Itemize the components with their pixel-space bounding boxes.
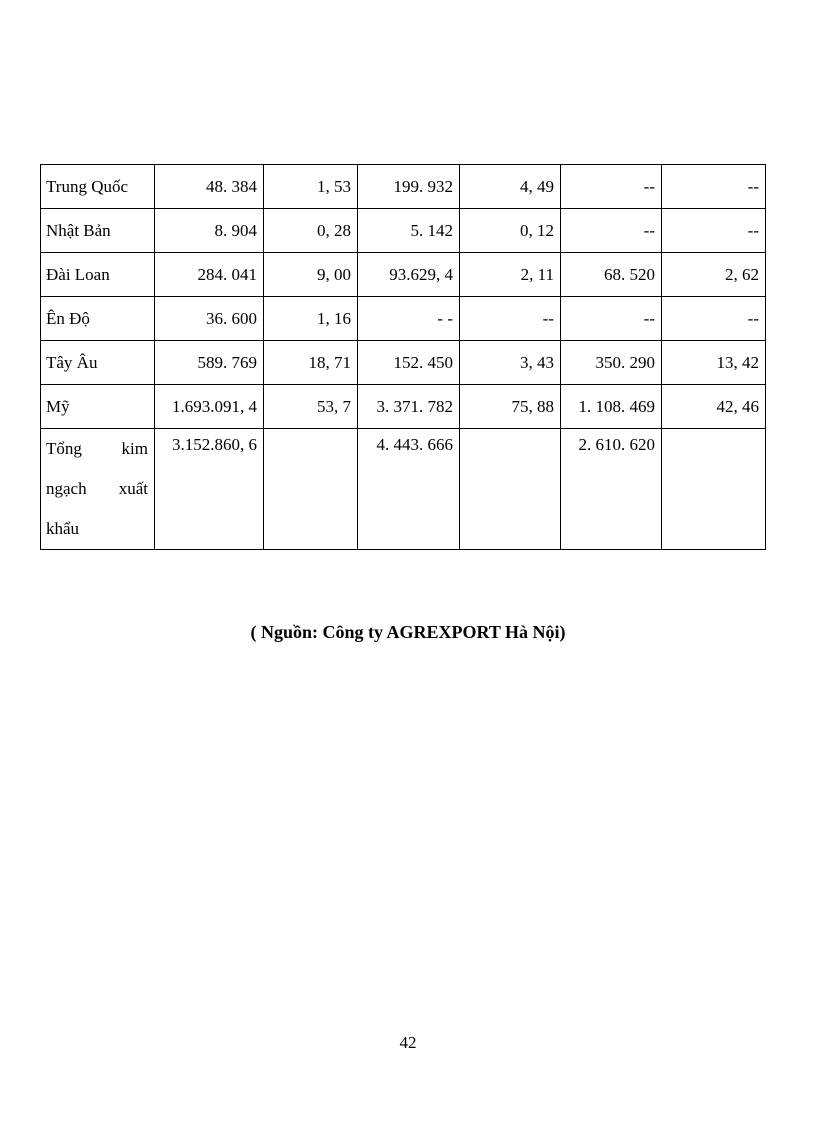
percent-cell: 4, 49 xyxy=(460,165,561,209)
percent-cell: 1, 16 xyxy=(264,297,358,341)
total-value-cell: 4. 443. 666 xyxy=(358,429,460,550)
empty-cell xyxy=(460,429,561,550)
table-row xyxy=(41,385,766,429)
value-cell: 199. 932 xyxy=(358,165,460,209)
value-cell: 1. 108. 469 xyxy=(561,385,662,429)
percent-cell: 1, 53 xyxy=(264,165,358,209)
value-cell: - - xyxy=(358,297,460,341)
total-label-cell: Tổng kim ngạch xuất khẩu xyxy=(41,429,155,550)
value-cell: 5. 142 xyxy=(358,209,460,253)
country-cell: Ên Độ xyxy=(41,297,155,341)
total-value-cell: 2. 610. 620 xyxy=(561,429,662,550)
value-cell: 48. 384 xyxy=(155,165,264,209)
value-cell: -- xyxy=(561,165,662,209)
percent-cell: 53, 7 xyxy=(264,385,358,429)
country-cell: Nhật Bản xyxy=(41,209,155,253)
value-cell: 350. 290 xyxy=(561,341,662,385)
percent-cell: 42, 46 xyxy=(662,385,766,429)
value-cell: 8. 904 xyxy=(155,209,264,253)
page-number: 42 xyxy=(399,1033,417,1052)
value-cell: 589. 769 xyxy=(155,341,264,385)
percent-cell: 2, 62 xyxy=(662,253,766,297)
percent-cell: -- xyxy=(662,165,766,209)
percent-cell: 0, 12 xyxy=(460,209,561,253)
country-cell: Mỹ xyxy=(41,385,155,429)
total-value-cell: 3.152.860, 6 xyxy=(155,429,264,550)
percent-cell: 75, 88 xyxy=(460,385,561,429)
value-cell: -- xyxy=(561,297,662,341)
export-turnover-table xyxy=(40,164,766,550)
table-row xyxy=(41,253,766,297)
value-cell: 36. 600 xyxy=(155,297,264,341)
value-cell: 284. 041 xyxy=(155,253,264,297)
percent-cell: -- xyxy=(662,297,766,341)
source-note: ( Nguồn: Công ty AGREXPORT Hà Nội) xyxy=(250,622,566,642)
country-cell: Đài Loan xyxy=(41,253,155,297)
percent-cell: 9, 00 xyxy=(264,253,358,297)
percent-cell: 18, 71 xyxy=(264,341,358,385)
percent-cell: -- xyxy=(460,297,561,341)
empty-cell xyxy=(662,429,766,550)
percent-cell: 2, 11 xyxy=(460,253,561,297)
percent-cell: 0, 28 xyxy=(264,209,358,253)
percent-cell: -- xyxy=(662,209,766,253)
value-cell: 3. 371. 782 xyxy=(358,385,460,429)
total-row xyxy=(41,429,766,550)
value-cell: 68. 520 xyxy=(561,253,662,297)
table-row xyxy=(41,297,766,341)
country-cell: Tây Âu xyxy=(41,341,155,385)
table-row xyxy=(41,209,766,253)
percent-cell: 3, 43 xyxy=(460,341,561,385)
value-cell: 1.693.091, 4 xyxy=(155,385,264,429)
value-cell: -- xyxy=(561,209,662,253)
percent-cell: 13, 42 xyxy=(662,341,766,385)
country-cell: Trung Quốc xyxy=(41,165,155,209)
empty-cell xyxy=(264,429,358,550)
table-row xyxy=(41,165,766,209)
value-cell: 152. 450 xyxy=(358,341,460,385)
table-row xyxy=(41,341,766,385)
value-cell: 93.629, 4 xyxy=(358,253,460,297)
